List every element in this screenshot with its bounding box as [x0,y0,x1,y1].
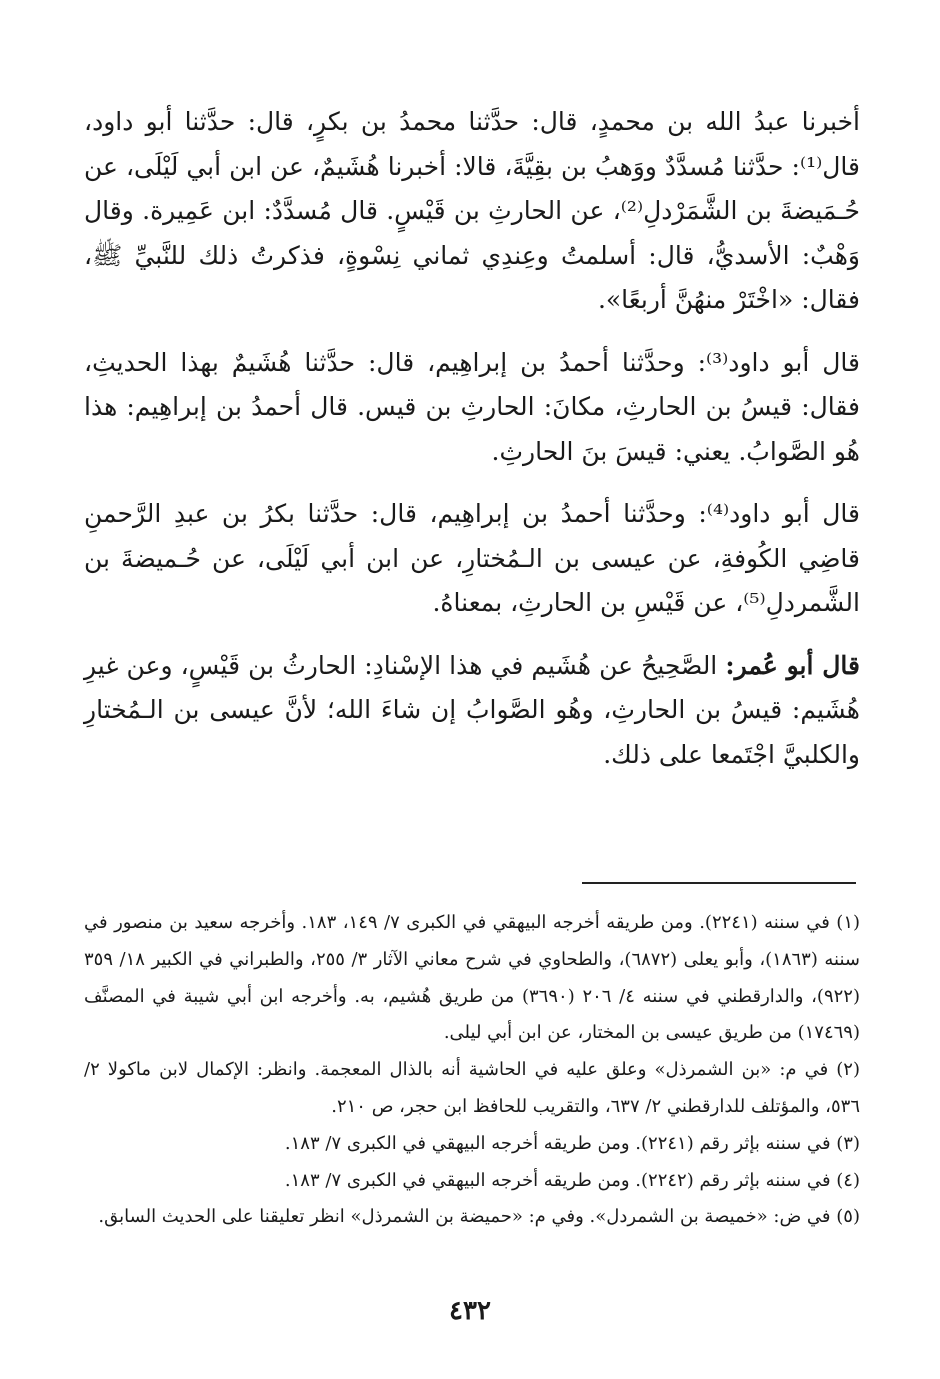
main-text [84,100,860,795]
paragraph-text: أخبرنا عبدُ الله بن محمدٍ، قال: حدَّثنا محمدُ بن بكرٍ، قال: حدَّثنا أبو داود، قال⁽¹⁾: حدَّثنا مُسدَّدٌ ووَهبُ بن بقِيَّةَ، قالا: أخبرنا هُشَيمٌ، عن ابن أبي لَيْلَى، عن حُـمَيضةَ بن الشَّمَرْدلِ⁽²⁾، عن الحارثِ بن قَيْسٍ. قال مُسدَّدٌ: ابن عَمِيرة. وقال وَهْبٌ: الأسديُّ، قال: أسلمتُ وعِندِي ثماني نِسْوةٍ، فذكرتُ ذلك للنَّبيِّ ﷺ، فقال: «اخْتَرْ منهُنَّ أربعًا». [84,107,860,314]
footnote-3: (٣) في سننه بإثر رقم (٢٢٤١). ومن طريقه أخرجه البيهقي في الكبرى ٧/ ١٨٣. [284,1132,860,1154]
paragraph-text: قال أبو داود⁽³⁾: وحدَّثنا أحمدُ بن إبراهِيم، قال: حدَّثنا هُشَيمٌ بهذا الحديثِ، فقال: قيسُ بن الحارثِ، مكانَ: الحارثِ بن قيس. قال أحمدُ بن إبراهِيم: هذا هُو الصَّوابُ. يعني: قيسَ بنَ الحارثِ. [84,347,860,466]
page-number: ٤٣٢ [449,1296,491,1326]
footnote-1: (١) في سننه (٢٢٤١). ومن طريقه أخرجه البيهقي في الكبرى ٧/ ١٤٩، ١٨٣. وأخرجه سعيد بن منصور في سننه (١٨٦٣)، وأبو يعلى (٦٨٧٢)، والطحاوي في شرح معاني الآثار ٣/ ٢٥٥، والطبراني في الكبير ١٨/ ٣٥٩ (٩٢٢)، والدارقطني في سننه ٤/ ٢٠٦ (٣٦٩٠) من طريق هُشيم، به. وأخرجه ابن أبي شيبة في المصنَّف (١٧٤٦٩) من طريق عيسى بن المختار، عن ابن أبي ليلى. [84,912,861,1044]
footnote-2: (٢) في م: «بن الشمرذل» وعلق عليه في الحاشية أنه بالذال المعجمة. وانظر: الإكمال لابن ماكولا ٢/ ٥٣٦، والمؤتلف للدارقطني ٢/ ٦٣٧، والتقريب للحافظ ابن حجر، ص ٢١٠. [84,1059,860,1117]
paragraph-text: قال أبو داود⁽⁴⁾: وحدَّثنا أحمدُ بن إبراهِيم، قال: حدَّثنا بكرُ بن عبدِ الرَّحمنِ قاضِي الكُوفةِ، عن عيسى بن الـمُختارِ، عن ابن أبي لَيْلَى، عن حُـميضةَ بن الشَّمردلِ⁽⁵⁾، عن قَيْسِ بن الحارثِ، بمعناهُ. [84,499,860,617]
footnote-5: (٥) في ض: «خميصة بن الشمردل». وفي م: «حميضة بن الشمرذل» انظر تعليقنا على الحديث السابق. [98,1206,860,1228]
paragraph-3 [84,492,860,626]
footnote-separator [582,882,856,884]
paragraph-1 [84,100,860,323]
paragraph-2 [84,341,860,475]
footnotes [84,905,860,1236]
paragraph-text: الصَّحِيحُ عن هُشَيم في هذا الإسْنادِ: الحارثُ بن قَيْسٍ، وعن غيرِ هُشَيم: قيسُ بن الحارثِ، وهُو الصَّوابُ إن شاءَ الله؛ لأنَّ عيسى بن الـمُختارِ والكلبيَّ اجْتَمعا على ذلك. [84,650,860,769]
paragraph-4 [84,644,860,778]
footnote-4: (٤) في سننه بإثر رقم (٢٢٤٢). ومن طريقه أخرجه البيهقي في الكبرى ٧/ ١٨٣. [284,1169,860,1191]
paragraph-lead: قال أبو عُمر: [725,650,860,680]
